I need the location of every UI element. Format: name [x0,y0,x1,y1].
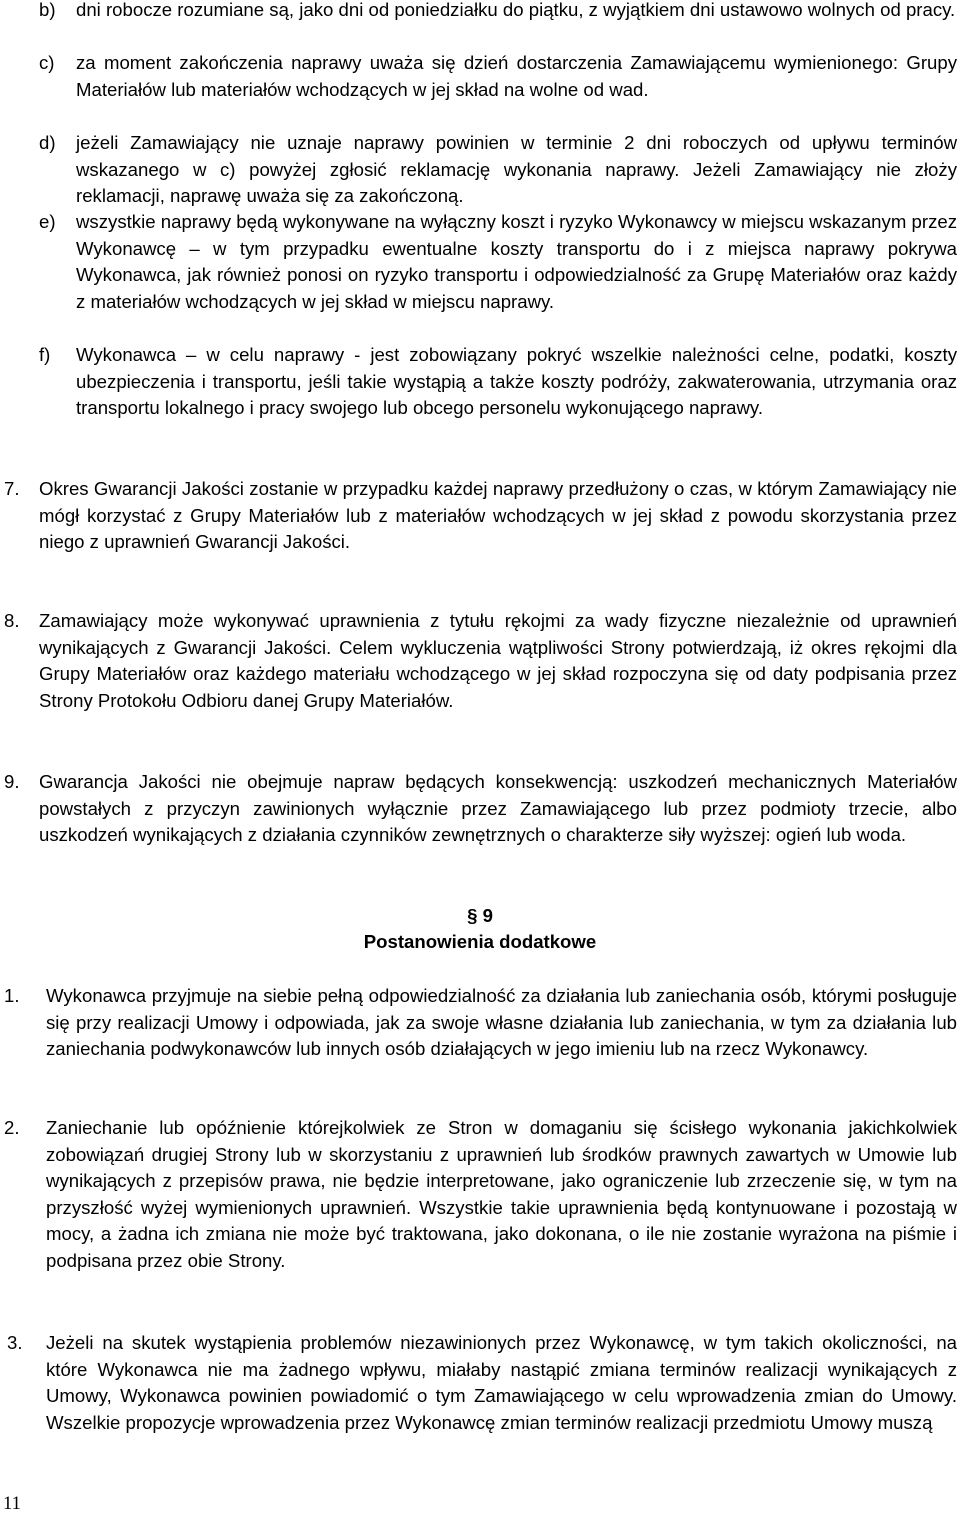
page-number: 11 [3,1493,21,1514]
item-number: 9. [4,771,20,792]
section-number-value: 9 [482,905,493,926]
subitem-label: c) [39,52,55,73]
item-text: Gwarancja Jakości nie obejmuje napraw będących konsekwencją: uszkodzeń mechanicznych Materiałów powstałych z przyczyn zawinionych wyłącznie przez Zamawiającego lub przez podmioty trzecie, albo uszkodzeń wynikających z działania czynników zewnętrznych o charakterze siły wyższej: ogień lub woda. [39,771,957,846]
subitem-text: dni robocze rozumiane są, jako dni od poniedziałku do piątku, z wyjątkiem dni ustawowo wolnych od pracy. [76,0,956,20]
subitem-label: e) [39,211,56,232]
item-text: Okres Gwarancji Jakości zostanie w przypadku każdej naprawy przedłużony o czas, w którym Zamawiający nie mógł korzystać z Grupy Materiałów lub z materiałów wchodzących w jej skład z powodu skorzystania przez niego z uprawnień Gwarancji Jakości. [39,478,957,553]
item-text: Zamawiający może wykonywać uprawnienia z tytułu rękojmi za wady fizyczne niezależnie od uprawnień wynikających z Gwarancji Jakości. Celem wykluczenia wątpliwości Strony potwierdzają, iż okres rękojmi dla Grupy Materiałów oraz każdego materiału wchodzącego w jej skład rozpoczyna się od daty podpisania przez Strony Protokołu Odbioru danej Grupy Materiałów. [39,610,957,711]
section-item-text: Wykonawca przyjmuje na siebie pełną odpowiedzialność za działania lub zaniechania osób, którymi posługuje się przy realizacji Umowy i odpowiada, jak za swoje własne działania lub zaniechania, w tym za działania lub zaniechania podwykonawców lub innych osób działających w jego imieniu lub na rzecz Wykonawcy. [46,985,957,1060]
section-item-number: 3. [7,1332,23,1353]
section-item-text: Zaniechanie lub opóźnienie którejkolwiek ze Stron w domaganiu się ścisłego wykonania jakichkolwiek zobowiązań drugiej Strony lub w skorzystaniu z uprawnień lub środków prawnych zawartych w Umowie lub wynikających z przepisów prawa, nie będzie interpretowane, jako ograniczenie lub zrzeczenie się, w tym na przyszłość wyżej wymienionych uprawnień. Wszystkie takie uprawnienia będą kontynuowane i pozostają w mocy, a żadna ich zmiana nie może być traktowana, jako dokonana, o ile nie zostanie wyrażona na piśmie i podpisana przez obie Strony. [46,1117,957,1271]
section-item-number: 1. [4,985,20,1006]
section-item-number: 2. [4,1117,20,1138]
section-number [0,903,960,930]
section-item-text: Jeżeli na skutek wystąpienia problemów niezawinionych przez Wykonawcę, w tym takich okoliczności, na które Wykonawca nie ma żadnego wpływu, miałaby nastąpić zmiana terminów realizacji wynikających z Umowy, Wykonawca powinien powiadomić o tym Zamawiającego w celu wprowadzenia zmian do Umowy. Wszelkie propozycje wprowadzenia przez Wykonawcę zmian terminów realizacji przedmiotu Umowy muszą [46,1332,957,1433]
subitem-text: wszystkie naprawy będą wykonywane na wyłączny koszt i ryzyko Wykonawcy w miejscu wskazanym przez Wykonawcę – w tym przypadku ewentualne koszty transportu do i z miejsca naprawy pokrywa Wykonawca, jak również ponosi on ryzyko transportu i odpowiedzialność za Grupę Materiałów oraz każdy z materiałów wchodzących w jej skład w miejscu naprawy. [76,211,957,312]
item-number: 7. [4,478,20,499]
item-number: 8. [4,610,20,631]
subitem-label: b) [39,0,56,20]
subitem-label: d) [39,132,56,153]
subitem-text: jeżeli Zamawiający nie uznaje naprawy powinien w terminie 2 dni roboczych od upływu terminów wskazanego w c) powyżej zgłosić reklamację wykonania naprawy. Jeżeli Zamawiający nie złoży reklamacji, naprawę uważa się za zakończoną. [76,132,957,207]
subitem-text: Wykonawca – w celu naprawy - jest zobowiązany pokryć wszelkie należności celne, podatki, koszty ubezpieczenia i transportu, jeśli takie wystąpią a także koszty podróży, zakwaterowania, utrzymania oraz transportu lokalnego i pracy swojego lub obcego personelu wykonującego naprawy. [76,344,957,419]
section-title: Postanowienia dodatkowe [363,931,597,952]
subitem-label: f) [39,344,51,365]
section-symbol: § [467,905,478,926]
subitem-text: za moment zakończenia naprawy uważa się dzień dostarczenia Zamawiającemu wymienionego: Grupy Materiałów lub materiałów wchodzących w jej skład na wolne od wad. [76,52,957,100]
